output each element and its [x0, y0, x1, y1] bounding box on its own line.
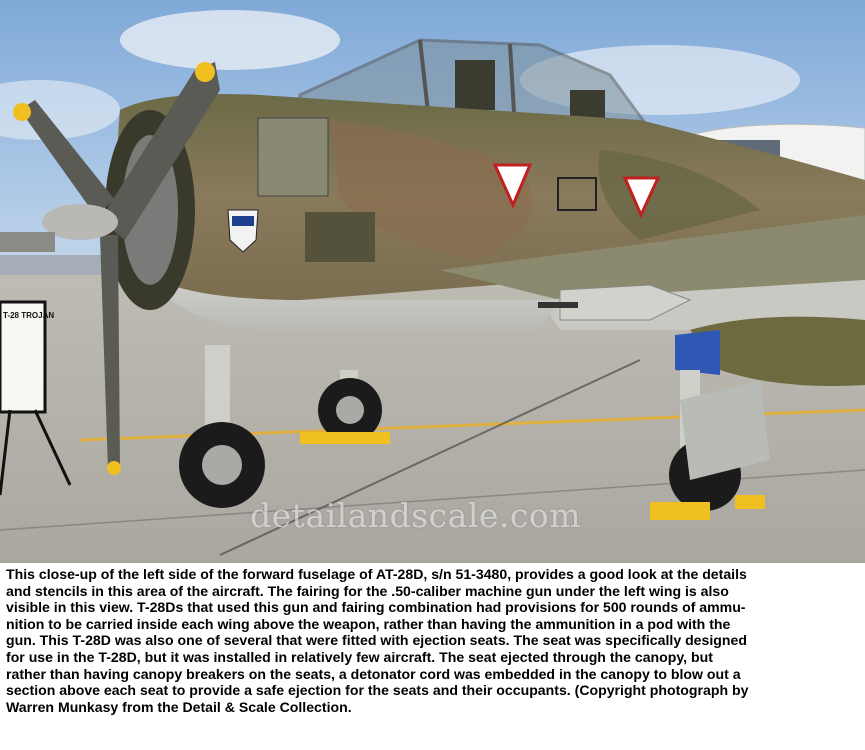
- main-wheel-hub: [202, 445, 242, 485]
- distant-fence: [0, 255, 110, 275]
- insignia-band: [232, 216, 254, 226]
- caption-line: This close-up of the left side of the forward fuselage of AT-28D, s/n 51-3480, provides a good look at the details: [6, 566, 747, 582]
- caption-line: visible in this view. T-28Ds that used this gun and fairing combination had provisions for 500 rounds of ammu-: [6, 599, 746, 616]
- cloud: [120, 10, 340, 70]
- machine-gun-barrel: [538, 302, 578, 308]
- propeller-tip: [107, 461, 121, 475]
- caption-line: gun. This T-28D was also one of several that were fitted with ejection seats. The seat was specifically designed: [6, 632, 747, 649]
- nose-wheel-hub: [336, 396, 364, 424]
- ejection-seat: [455, 60, 495, 110]
- rocket-pod-nose: [675, 330, 720, 375]
- caption-line: for use in the T-28D, but it was installed in relatively few aircraft. The seat ejected through the canopy, but: [6, 648, 713, 665]
- louvre-panel: [305, 212, 375, 262]
- wheel-chock: [735, 495, 765, 509]
- caption-line: Warren Munkasy from the Detail & Scale Collection.: [6, 698, 352, 715]
- main-gear-strut: [205, 345, 230, 425]
- propeller-tip: [13, 103, 31, 121]
- info-sign-title: T-28 TROJAN: [3, 311, 55, 320]
- wheel-chock: [300, 432, 390, 444]
- propeller-tip: [195, 62, 215, 82]
- caption-line: rather than having canopy breakers on the seats, a detonator cord was embedded in the canopy to blow out a: [6, 665, 741, 682]
- caption-line: and stencils in this area of the aircraft. The fairing for the .50-caliber machine gun under the left wing is also: [6, 582, 729, 599]
- wheel-chock: [650, 502, 710, 520]
- caption-line: section above each seat to provide a safe ejection for the seats and their occupants. (Copyright photograph by: [6, 682, 749, 699]
- spinner-hub: [0, 232, 55, 252]
- watermark: detailandscale.com: [250, 496, 582, 535]
- caption-line: nition to be carried inside each wing above the weapon, rather than having the ammunition in a pod with the: [6, 615, 731, 632]
- exhaust-panel: [258, 118, 328, 196]
- caption: [6, 566, 862, 715]
